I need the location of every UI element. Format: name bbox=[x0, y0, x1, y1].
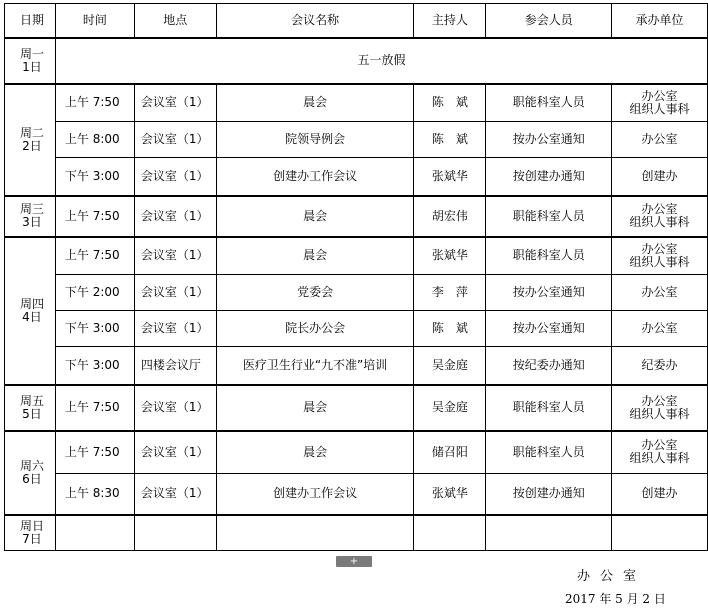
time-cell: 上午 8:00 bbox=[55, 122, 134, 158]
meeting-name-cell: 医疗卫生行业“九不准”培训 bbox=[216, 347, 414, 385]
day-cell bbox=[5, 431, 56, 515]
empty-cell bbox=[55, 515, 134, 551]
organizer-line: 办公室 bbox=[641, 241, 678, 256]
table-row bbox=[5, 122, 708, 158]
day-cell bbox=[5, 38, 56, 84]
host-cell: 胡宏伟 bbox=[414, 196, 486, 237]
time-cell: 下午 3:00 bbox=[55, 347, 134, 385]
organizer-cell bbox=[612, 385, 708, 431]
organizer-line: 组织人事科 bbox=[629, 406, 690, 421]
empty-cell bbox=[612, 515, 708, 551]
attendees-cell: 职能科室人员 bbox=[486, 196, 612, 237]
date-label: 7日 bbox=[22, 531, 42, 546]
day-cell bbox=[5, 84, 56, 196]
attendees-cell: 按创建办通知 bbox=[486, 474, 612, 515]
host-cell: 陈 斌 bbox=[414, 122, 486, 158]
header-attendees: 参会人员 bbox=[486, 4, 612, 38]
meeting-name-cell: 创建办工作会议 bbox=[216, 158, 414, 196]
organizer-cell bbox=[612, 122, 708, 158]
attendees-cell: 按创建办通知 bbox=[486, 158, 612, 196]
host-cell: 张斌华 bbox=[414, 237, 486, 275]
table-row bbox=[5, 237, 708, 275]
organizer-line: 组织人事科 bbox=[629, 215, 690, 229]
time-cell: 下午 3:00 bbox=[55, 311, 134, 347]
table-row bbox=[5, 38, 708, 84]
header-location: 地点 bbox=[134, 4, 216, 38]
organizer-line: 组织人事科 bbox=[629, 101, 690, 116]
attendees-cell: 职能科室人员 bbox=[486, 385, 612, 431]
organizer-line: 办公室 bbox=[641, 285, 678, 299]
meeting-name-cell: 晨会 bbox=[216, 84, 414, 122]
table-row bbox=[5, 311, 708, 347]
date-label: 1日 bbox=[22, 59, 42, 74]
header-meeting-name: 会议名称 bbox=[216, 4, 414, 38]
holiday-cell: 五一放假 bbox=[55, 38, 707, 84]
attendees-cell: 职能科室人员 bbox=[486, 237, 612, 275]
weekday-label: 周二 bbox=[19, 125, 44, 140]
time-cell: 上午 7:50 bbox=[55, 84, 134, 122]
table-row bbox=[5, 275, 708, 311]
time-cell: 上午 7:50 bbox=[55, 237, 134, 275]
host-cell: 李 萍 bbox=[414, 275, 486, 311]
organizer-line: 创建办 bbox=[641, 168, 678, 183]
empty-cell bbox=[414, 515, 486, 551]
meeting-name-cell: 党委会 bbox=[216, 275, 414, 311]
table-row bbox=[5, 158, 708, 196]
meeting-name-cell: 院长办公会 bbox=[216, 311, 414, 347]
date-label: 4日 bbox=[22, 309, 42, 324]
meeting-name-cell: 晨会 bbox=[216, 196, 414, 237]
day-cell bbox=[5, 515, 56, 551]
host-cell: 陈 斌 bbox=[414, 311, 486, 347]
expand-table-button[interactable]: + bbox=[336, 556, 372, 567]
meeting-name-cell: 晨会 bbox=[216, 237, 414, 275]
day-cell bbox=[5, 237, 56, 385]
table-row bbox=[5, 196, 708, 237]
organizer-line: 办公室 bbox=[641, 88, 678, 103]
day-cell bbox=[5, 385, 56, 431]
time-cell: 上午 7:50 bbox=[55, 431, 134, 474]
table-row bbox=[5, 515, 708, 551]
date-label: 3日 bbox=[22, 215, 42, 229]
meeting-name-cell: 创建办工作会议 bbox=[216, 474, 414, 515]
location-cell: 会议室（1） bbox=[134, 474, 216, 515]
header-date: 日期 bbox=[5, 4, 56, 38]
organizer-cell bbox=[612, 311, 708, 347]
attendees-cell: 按办公室通知 bbox=[486, 122, 612, 158]
location-cell: 会议室（1） bbox=[134, 237, 216, 275]
host-cell: 张斌华 bbox=[414, 474, 486, 515]
location-cell: 四楼会议厅 bbox=[134, 347, 216, 385]
weekday-label: 周日 bbox=[19, 518, 44, 533]
organizer-line: 组织人事科 bbox=[629, 254, 690, 269]
table-row bbox=[5, 347, 708, 385]
organizer-cell bbox=[612, 275, 708, 311]
weekday-label: 周一 bbox=[19, 46, 44, 61]
table-row bbox=[5, 385, 708, 431]
meeting-schedule-table bbox=[4, 3, 708, 551]
location-cell: 会议室（1） bbox=[134, 311, 216, 347]
time-cell: 上午 7:50 bbox=[55, 385, 134, 431]
weekday-label: 周六 bbox=[19, 458, 44, 473]
time-cell: 上午 8:30 bbox=[55, 474, 134, 515]
meeting-name-cell: 晨会 bbox=[216, 431, 414, 474]
attendees-cell: 按纪委办通知 bbox=[486, 347, 612, 385]
organizer-cell bbox=[612, 474, 708, 515]
footer-date: 2017 年 5 月 2 日 bbox=[565, 592, 666, 606]
date-label: 2日 bbox=[22, 138, 42, 153]
meeting-name-cell: 院领导例会 bbox=[216, 122, 414, 158]
weekday-label: 周四 bbox=[19, 296, 44, 311]
organizer-cell bbox=[612, 84, 708, 122]
organizer-line: 办公室 bbox=[641, 202, 678, 216]
organizer-line: 组织人事科 bbox=[629, 451, 690, 466]
attendees-cell: 按办公室通知 bbox=[486, 275, 612, 311]
table-row bbox=[5, 431, 708, 474]
day-cell bbox=[5, 196, 56, 237]
host-cell: 吴金庭 bbox=[414, 347, 486, 385]
organizer-cell bbox=[612, 347, 708, 385]
time-cell: 下午 3:00 bbox=[55, 158, 134, 196]
attendees-cell: 按办公室通知 bbox=[486, 311, 612, 347]
empty-cell bbox=[216, 515, 414, 551]
location-cell: 会议室（1） bbox=[134, 122, 216, 158]
time-cell: 下午 2:00 bbox=[55, 275, 134, 311]
organizer-line: 办公室 bbox=[641, 321, 678, 335]
empty-cell bbox=[486, 515, 612, 551]
host-cell: 吴金庭 bbox=[414, 385, 486, 431]
time-cell: 上午 7:50 bbox=[55, 196, 134, 237]
location-cell: 会议室（1） bbox=[134, 84, 216, 122]
organizer-cell bbox=[612, 237, 708, 275]
empty-cell bbox=[134, 515, 216, 551]
location-cell: 会议室（1） bbox=[134, 275, 216, 311]
attendees-cell: 职能科室人员 bbox=[486, 431, 612, 474]
organizer-line: 办公室 bbox=[641, 393, 678, 408]
weekday-label: 周五 bbox=[19, 393, 44, 408]
host-cell: 陈 斌 bbox=[414, 84, 486, 122]
header-time: 时间 bbox=[55, 4, 134, 38]
weekday-label: 周三 bbox=[19, 202, 44, 216]
organizer-cell bbox=[612, 431, 708, 474]
footer-organization: 办公室 bbox=[577, 569, 647, 584]
date-label: 6日 bbox=[22, 471, 42, 486]
date-label: 5日 bbox=[22, 406, 42, 421]
host-cell: 张斌华 bbox=[414, 158, 486, 196]
organizer-line: 纪委办 bbox=[641, 357, 678, 372]
location-cell: 会议室（1） bbox=[134, 385, 216, 431]
meeting-name-cell: 晨会 bbox=[216, 385, 414, 431]
organizer-line: 办公室 bbox=[641, 438, 678, 453]
organizer-cell bbox=[612, 196, 708, 237]
organizer-line: 创建办 bbox=[641, 486, 678, 501]
location-cell: 会议室（1） bbox=[134, 158, 216, 196]
location-cell: 会议室（1） bbox=[134, 431, 216, 474]
organizer-cell bbox=[612, 158, 708, 196]
attendees-cell: 职能科室人员 bbox=[486, 84, 612, 122]
location-cell: 会议室（1） bbox=[134, 196, 216, 237]
header-host: 主持人 bbox=[414, 4, 486, 38]
header-row bbox=[5, 4, 708, 38]
table-row bbox=[5, 474, 708, 515]
header-organizer: 承办单位 bbox=[612, 4, 708, 38]
organizer-line: 办公室 bbox=[641, 132, 678, 146]
host-cell: 储召阳 bbox=[414, 431, 486, 474]
table-row bbox=[5, 84, 708, 122]
